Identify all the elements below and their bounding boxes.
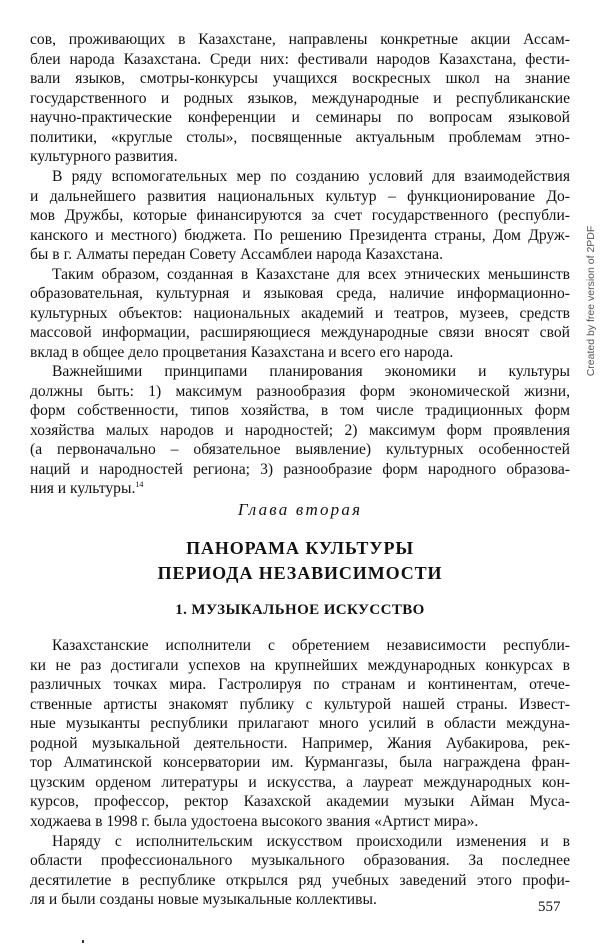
text-line: ственные артисты знакомят публику с культурой нашей страны. Извест- (30, 695, 570, 713)
text-line: культурных объектов: национальных академий и театров, музеев, средств (30, 304, 570, 322)
text-line: бы в г. Алматы передан Совету Ассамблеи народа Казахстана. (30, 246, 443, 264)
text-line: научно-практические конференции и семинары по вопросам языковой (30, 109, 570, 127)
text-line: В ряду вспомогательных мер по созданию условий для взаимодействия (52, 168, 570, 185)
watermark-text: Created by free version of 2PDF (585, 225, 597, 377)
text-line: ля и были созданы новые музыкальные коллективы. (30, 891, 377, 909)
text-line: курсов, профессор, ректор Казахской академии музыки Айман Муса- (30, 793, 570, 811)
text-line: хозяйства малых народов и народностей; 2) максимум форм проявления (30, 421, 570, 439)
text-line: форм собственности, типов хозяйства, в том числе традиционных форм (30, 402, 570, 420)
paragraph-5 (30, 636, 570, 831)
text-line: культурного развития. (30, 148, 178, 166)
paragraph-2 (30, 167, 570, 265)
text-line: различных точках мира. Гастролируя по странам и континентам, отече- (30, 676, 570, 694)
text-line: мов Дружбы, которые финансируются за счет государственного (республи- (30, 207, 570, 225)
chapter-title (0, 536, 600, 586)
section-title: 1. МУЗЫКАЛЬНОЕ ИСКУССТВО (175, 602, 425, 618)
text-line: области профессионального музыкального образования. За последнее (30, 852, 570, 870)
text-line: Казахстанские исполнители с обретением независимости республи- (52, 637, 570, 654)
chapter-title-line: ПЕРИОДА НЕЗАВИСИМОСТИ (157, 563, 443, 583)
chapter-label: Глава вторая (237, 500, 363, 519)
text-line: (а первоначально – обязательное выявление) культурных особенностей (30, 441, 570, 459)
paragraph-1 (30, 30, 570, 167)
text-line: политики, «круглые столы», посвященные актуальным проблемам этно- (30, 128, 570, 146)
text-line: родной музыкальной деятельности. Например, Жания Аубакирова, рек- (30, 734, 570, 752)
text-line: вклад в общее дело процветания Казахстана и всего его народа. (30, 343, 454, 361)
chapter-title-line: ПАНОРАМА КУЛЬТУРЫ (186, 538, 414, 558)
paragraph-6 (30, 832, 570, 910)
text-line: ные музыканты республики прилагают много усилий в области междуна- (30, 715, 570, 733)
text-line: государственного и родных языков, международные и республиканские (30, 89, 570, 107)
text-line: Таким образом, созданная в Казахстане для всех этнических меньшинств (52, 265, 570, 283)
scan-speck (82, 940, 84, 943)
text-line: наций и народностей региона; 3) разнообразие форм народного образова- (30, 460, 570, 478)
text-line: Наряду с исполнительским искусством происходили изменения и в (52, 832, 570, 850)
text-line: сов, проживающих в Казахстане, направлены конкретные акции Ассам- (30, 31, 570, 48)
text-line: цузским орденом литературы и искусства, а лауреат международных кон- (30, 773, 570, 791)
text-line: массовой информации, расширяющиеся международные связи вносят свой (30, 324, 570, 342)
watermark (583, 216, 599, 386)
paragraph-4 (30, 362, 570, 499)
paragraph-3 (30, 265, 570, 363)
text-line: тор Алматинской консерватории им. Курмангазы, была награждена фран- (30, 754, 570, 772)
page-number: 557 (538, 899, 561, 915)
text-line: ки не раз достигали успехов на крупнейших международных конкурсах в (30, 656, 570, 674)
text-line: блеи народа Казахстана. Среди них: фестивали народов Казахстана, фести- (30, 50, 570, 68)
text-line: и дальнейшего развития национальных культур – функционирование До- (30, 187, 570, 205)
text-line: должны быть: 1) максимум разнообразия форм экономической жизни, (30, 382, 570, 400)
text-line: канского и местного) бюджета. По решению Президента страны, Дом Друж- (30, 226, 570, 244)
footnote-ref[interactable]: 14 (135, 480, 144, 490)
text-line-content: ния и культуры. (30, 480, 136, 498)
text-line: ходжаева в 1998 г. была удостоена высокого звания «Артист мира». (30, 812, 479, 830)
text-line: Важнейшими принципами планирования экономики и культуры (52, 363, 570, 380)
text-line: десятилетие в республике открылся ряд учебных заведений этого профи- (30, 871, 570, 889)
text-line (30, 479, 570, 499)
text-line: вали языков, смотры-конкурсы учащихся воскресных школ на знание (30, 70, 570, 88)
text-line: образовательная, культурная и языковая среда, наличие информационно- (30, 285, 570, 303)
